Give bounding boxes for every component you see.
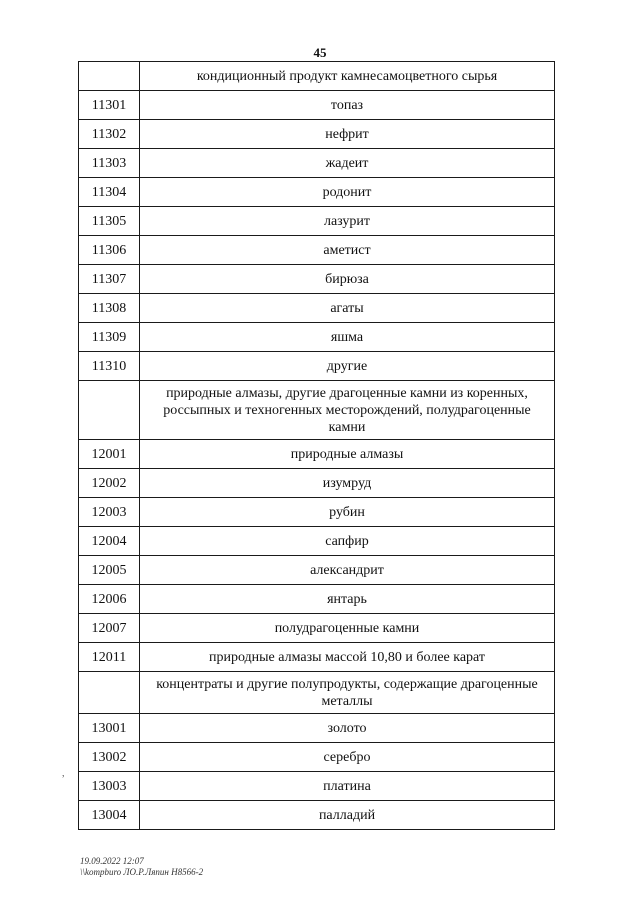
table-row <box>79 556 555 585</box>
name-cell: природные алмазы <box>140 440 555 469</box>
table-row <box>79 294 555 323</box>
code-cell: 12004 <box>79 527 140 556</box>
code-cell: 12006 <box>79 585 140 614</box>
code-cell: 12011 <box>79 643 140 672</box>
table-row <box>79 236 555 265</box>
code-table-body <box>79 62 555 830</box>
code-cell: 12002 <box>79 469 140 498</box>
section-heading-cell: кондиционный продукт камнесамоцветного сырья <box>140 62 555 91</box>
table-row <box>79 469 555 498</box>
code-cell: 11305 <box>79 207 140 236</box>
margin-mark: , <box>62 768 65 779</box>
name-cell: золото <box>140 714 555 743</box>
name-cell: бирюза <box>140 265 555 294</box>
footer-document-id: \\kompburo ЛО.Р.Ляпин Н8566-2 <box>80 867 204 877</box>
table-row <box>79 743 555 772</box>
table-row <box>79 772 555 801</box>
name-cell: александрит <box>140 556 555 585</box>
table-section-row <box>79 381 555 440</box>
code-cell: 12001 <box>79 440 140 469</box>
table-row <box>79 207 555 236</box>
table-row <box>79 614 555 643</box>
name-cell: платина <box>140 772 555 801</box>
table-row <box>79 178 555 207</box>
name-cell: лазурит <box>140 207 555 236</box>
name-cell: топаз <box>140 91 555 120</box>
code-cell: 11302 <box>79 120 140 149</box>
name-cell: агаты <box>140 294 555 323</box>
code-table <box>78 61 555 830</box>
footer-timestamp: 19.09.2022 12:07 <box>80 856 144 866</box>
code-cell <box>79 381 140 440</box>
code-cell: 13001 <box>79 714 140 743</box>
section-heading-cell: концентраты и другие полупродукты, содержащие драгоценные металлы <box>140 672 555 714</box>
code-cell: 12007 <box>79 614 140 643</box>
table-row <box>79 440 555 469</box>
code-cell: 12003 <box>79 498 140 527</box>
table-row <box>79 265 555 294</box>
name-cell: родонит <box>140 178 555 207</box>
table-section-row <box>79 672 555 714</box>
code-cell: 12005 <box>79 556 140 585</box>
table-row <box>79 352 555 381</box>
table-row <box>79 91 555 120</box>
name-cell: нефрит <box>140 120 555 149</box>
name-cell: жадеит <box>140 149 555 178</box>
name-cell: яшма <box>140 323 555 352</box>
code-cell <box>79 672 140 714</box>
table-row <box>79 149 555 178</box>
table-row <box>79 801 555 830</box>
code-cell: 11307 <box>79 265 140 294</box>
table-section-row <box>79 62 555 91</box>
code-cell: 13002 <box>79 743 140 772</box>
table-row <box>79 527 555 556</box>
name-cell: аметист <box>140 236 555 265</box>
name-cell: серебро <box>140 743 555 772</box>
table-row <box>79 714 555 743</box>
code-cell: 11303 <box>79 149 140 178</box>
name-cell: природные алмазы массой 10,80 и более карат <box>140 643 555 672</box>
page-number: 45 <box>313 45 327 60</box>
section-heading-cell: природные алмазы, другие драгоценные камни из коренных, россыпных и техногенных месторождений, полудрагоценные камни <box>140 381 555 440</box>
document-footer <box>80 856 203 878</box>
table-row <box>79 323 555 352</box>
name-cell: полудрагоценные камни <box>140 614 555 643</box>
name-cell: другие <box>140 352 555 381</box>
code-cell: 11308 <box>79 294 140 323</box>
table-row <box>79 120 555 149</box>
table-row <box>79 498 555 527</box>
name-cell: янтарь <box>140 585 555 614</box>
table-row <box>79 643 555 672</box>
name-cell: рубин <box>140 498 555 527</box>
name-cell: палладий <box>140 801 555 830</box>
code-cell <box>79 62 140 91</box>
code-cell: 11306 <box>79 236 140 265</box>
name-cell: изумруд <box>140 469 555 498</box>
code-cell: 11301 <box>79 91 140 120</box>
name-cell: сапфир <box>140 527 555 556</box>
code-cell: 13004 <box>79 801 140 830</box>
table-row <box>79 585 555 614</box>
code-cell: 13003 <box>79 772 140 801</box>
code-cell: 11310 <box>79 352 140 381</box>
code-cell: 11309 <box>79 323 140 352</box>
code-cell: 11304 <box>79 178 140 207</box>
